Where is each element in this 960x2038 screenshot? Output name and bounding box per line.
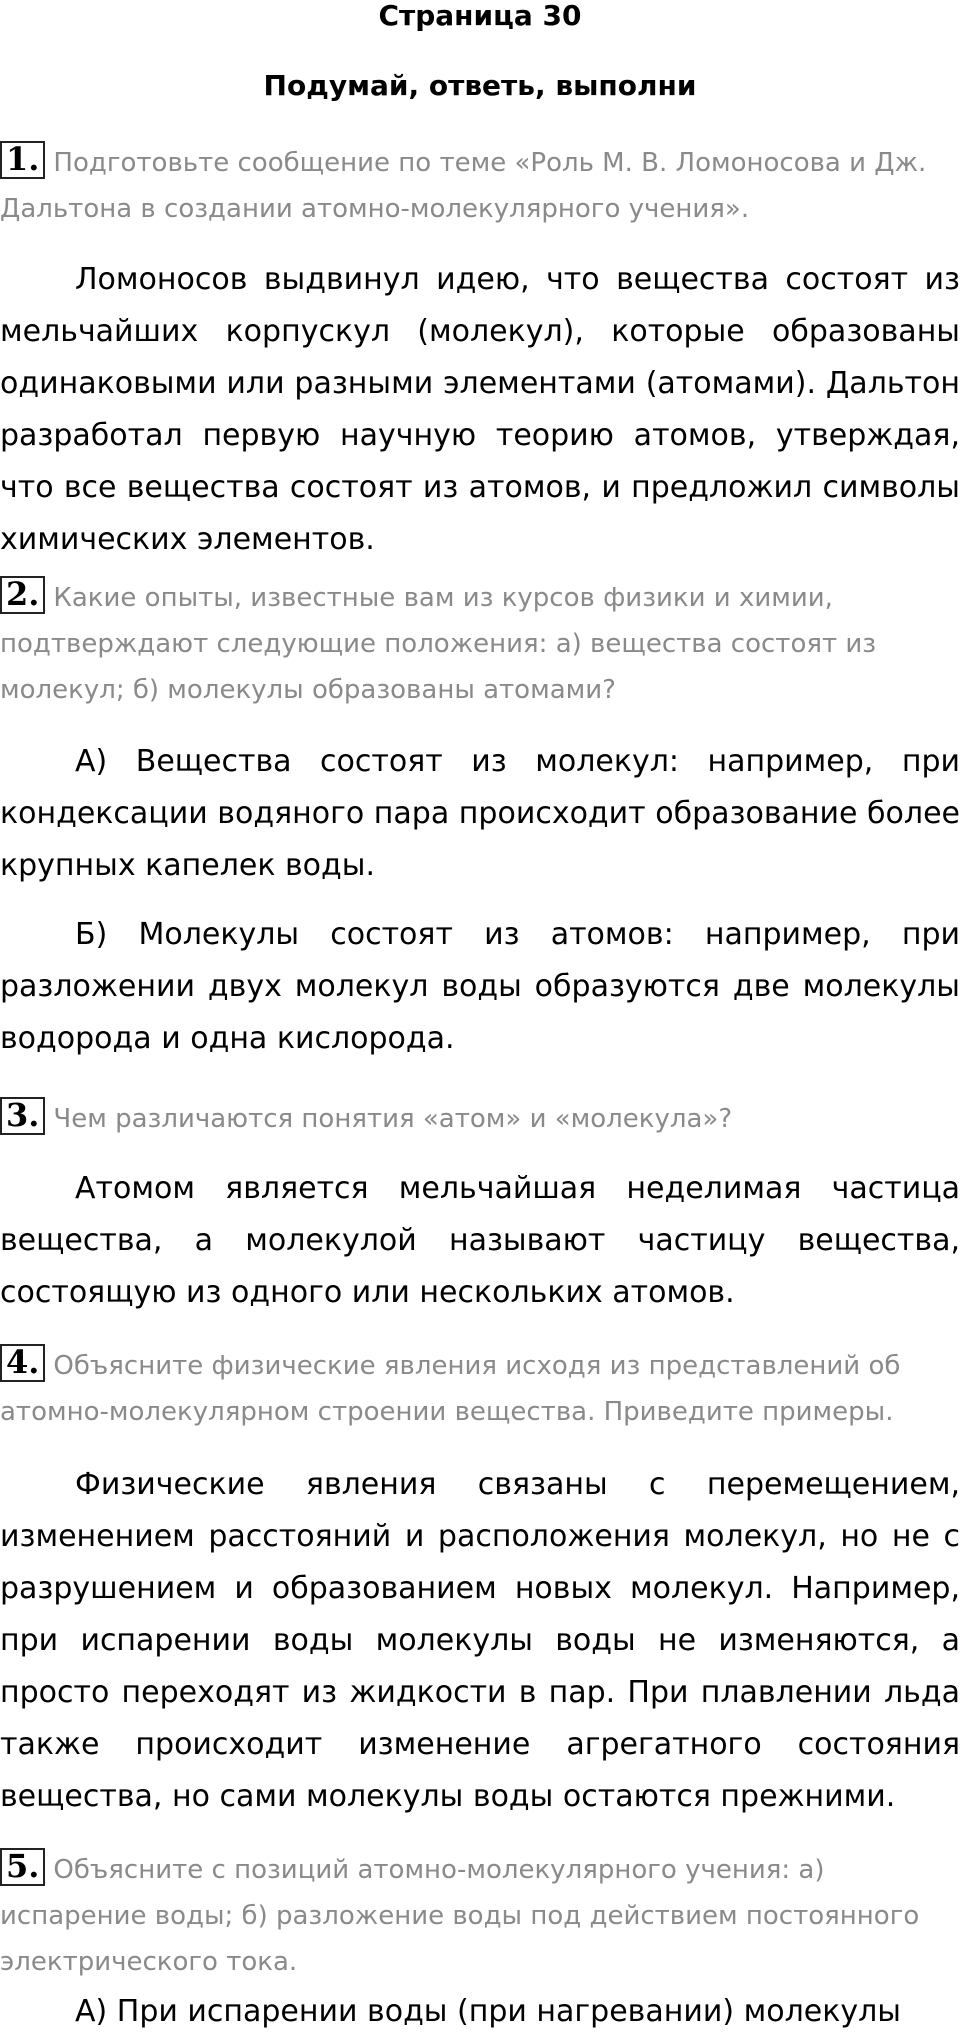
question-text: Объясните физические явления исходя из представлений об атомно-молекулярном строении вещества. Приведите примеры. — [0, 1351, 901, 1427]
answer-3: Атомом является мельчайшая неделимая частица вещества, а молекулой называют частицу вещества, состоящую из одного или нескольких атомов. — [0, 1171, 960, 1310]
question-text: Чем различаются понятия «атом» и «молекула»? — [53, 1104, 733, 1134]
answer-1: Ломоносов выдвинул идею, что вещества состоят из мельчайших корпускул (молекул), которые образованы одинаковыми или разными элементами (атомами). Дальтон разработал первую научную теорию атомов, утверждая, что все вещества состоят из атомов, и предложил символы химических элементов. — [0, 262, 960, 557]
answer-2a: А) Вещества состоят из молекул: например, при кондексации водяного пара происходит образование более крупных капелек воды. — [0, 744, 960, 883]
page-title: Страница 30 — [378, 0, 582, 32]
question-number: 4. — [0, 1344, 45, 1382]
section-title: Подумай, ответь, выполни — [263, 69, 697, 102]
question-text: Объясните с позиций атомно-молекулярного учения: а) испарение воды; б) разложение воды под действием постоянного электрического тока. — [0, 1855, 920, 1977]
question-3 — [0, 1096, 960, 1142]
question-1 — [0, 140, 960, 232]
question-4 — [0, 1343, 960, 1435]
answer-5a: А) При испарении воды (при нагревании) молекулы — [75, 1994, 901, 2029]
question-5 — [0, 1847, 960, 1985]
question-number: 1. — [0, 141, 45, 179]
question-number: 2. — [0, 576, 45, 614]
answer-2b: Б) Молекулы состоят из атомов: например, при разложении двух молекул воды образуются две молекулы водорода и одна кислорода. — [0, 917, 960, 1056]
question-text: Какие опыты, известные вам из курсов физики и химии, подтверждают следующие положения: а) вещества состоят из молекул; б) молекулы образованы атомами? — [0, 583, 877, 705]
question-text: Подготовьте сообщение по теме «Роль М. В. Ломоносова и Дж. Дальтона в создании атомно-молекулярного учения». — [0, 148, 927, 224]
question-number: 5. — [0, 1848, 45, 1886]
answer-4: Физические явления связаны с перемещением, изменением расстояний и расположения молекул, но не с разрушением и образованием новых молекул. Например, при испарении воды молекулы воды не изменяются, а просто переходят из жидкости в пар. При плавлении льда также происходит изменение агрегатного состояния вещества, но сами молекулы воды остаются прежними. — [0, 1467, 960, 1814]
question-2 — [0, 575, 960, 713]
question-number: 3. — [0, 1097, 45, 1135]
